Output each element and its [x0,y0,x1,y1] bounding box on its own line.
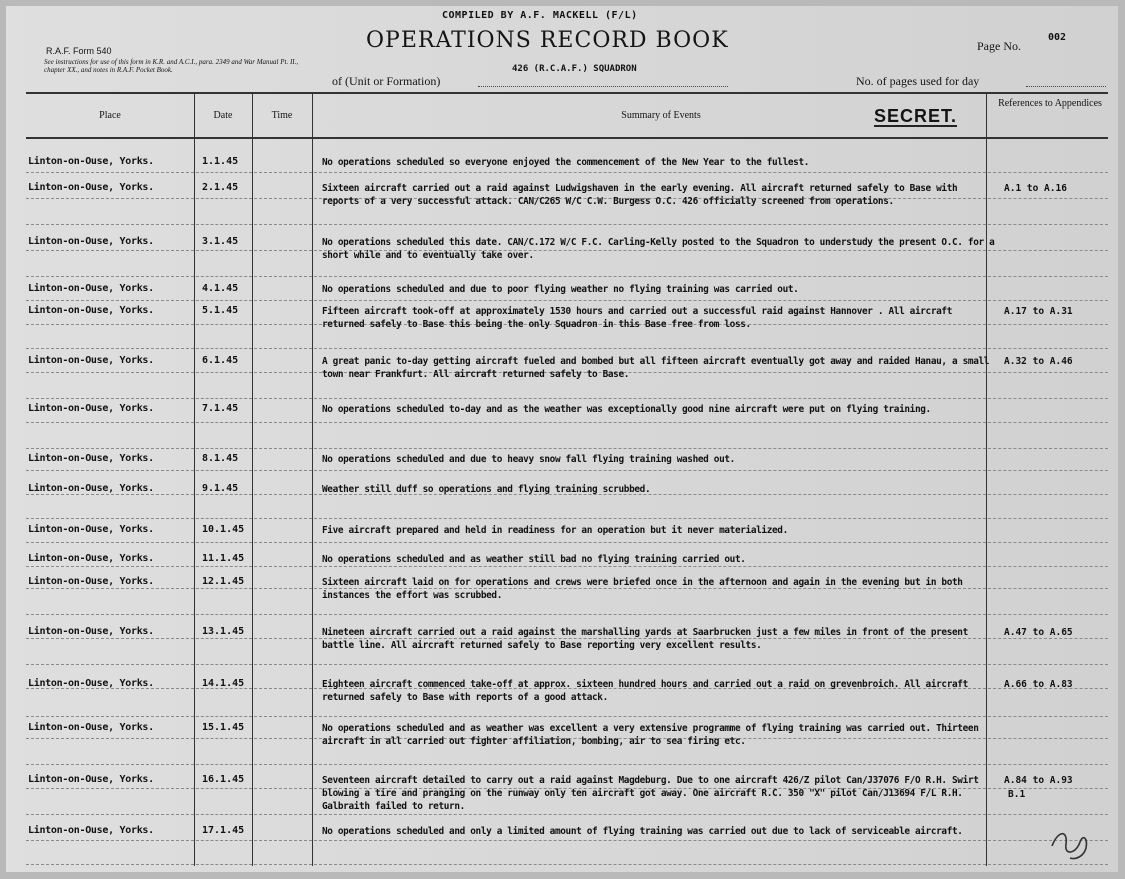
ruled-line [314,448,986,449]
column-divider-date [252,94,253,866]
entry-summary: Fifteen aircraft took-off at approximately 1530 hours and carried out a successful raid against Hannover . All aircraft returned safely to Base this being the only Squadron in this Base free from loss. [322,306,953,330]
entry-summary: No operations scheduled so everyone enjoyed the commencement of the New Year to the fullest. [322,157,810,168]
entry-summary: No operations scheduled to-day and as the weather was exceptionally good nine aircraft were put on flying training. [322,404,931,415]
ruled-line [314,348,986,349]
column-header-date: Date [213,110,233,121]
entry-place: Linton-on-Ouse, Yorks. [28,283,154,294]
entry-place: Linton-on-Ouse, Yorks. [28,576,154,587]
ruled-line [254,638,312,639]
ruled-line [314,614,986,615]
entry-place: Linton-on-Ouse, Yorks. [28,626,154,637]
ruled-line [254,372,312,373]
entry-date: 9.1.45 [202,483,239,494]
ruled-line [254,422,312,423]
entry-summary: No operations scheduled and due to heavy snow fall flying training washed out. [322,454,735,465]
entry-place: Linton-on-Ouse, Yorks. [28,774,154,785]
ruled-line [196,494,252,495]
operations-record-book-page [6,6,1118,872]
ruled-line [196,398,252,399]
ruled-line [254,324,312,325]
entry-date: 7.1.45 [202,403,239,414]
ruled-line [254,664,312,665]
ruled-line [314,518,986,519]
ruled-line [26,250,194,251]
ruled-line [26,494,194,495]
ruled-line [314,300,986,301]
ruled-line [988,250,1108,251]
ruled-line [196,448,252,449]
column-divider-time [312,94,313,866]
ruled-line [196,276,252,277]
entry-place: Linton-on-Ouse, Yorks. [28,182,154,193]
ruled-line [26,198,194,199]
entry-date: 6.1.45 [202,355,239,366]
ruled-line [988,738,1108,739]
entry-reference: A.47 to A.65 [1004,627,1073,638]
ruled-line [314,470,986,471]
ruled-line [26,518,194,519]
ruled-line [988,566,1108,567]
ruled-line [988,276,1108,277]
ruled-line [196,348,252,349]
ruled-line [196,738,252,739]
ruled-line [314,276,986,277]
ruled-line [314,814,986,815]
entry-summary: No operations scheduled and as weather was excellent a very extensive programme of flying training was carried out. Thirteen aircraft in all carried out fighter affiliation, bombing, air to sea firing etc. [322,723,979,747]
ruled-line [196,864,252,865]
ruled-line [988,588,1108,589]
entry-place: Linton-on-Ouse, Yorks. [28,553,154,564]
ruled-line [314,716,986,717]
ruled-line [988,324,1108,325]
ruled-line [26,614,194,615]
ruled-line [196,518,252,519]
ruled-line [26,276,194,277]
ruled-line [254,276,312,277]
ruled-line [26,788,194,789]
ruled-line [254,764,312,765]
ruled-line [254,814,312,815]
ruled-line [196,542,252,543]
ruled-line [26,172,194,173]
ruled-line [196,788,252,789]
ruled-line [26,324,194,325]
entry-summary: Sixteen aircraft laid on for operations and crews were briefed once in the afternoon and again in the evening but in both instances the effort was scrubbed. [322,577,963,601]
unit-label: of (Unit or Formation) [332,74,441,88]
entry-date: 3.1.45 [202,236,239,247]
ruled-line [988,448,1108,449]
entry-date: 1.1.45 [202,156,239,167]
ruled-line [314,864,986,865]
ruled-line [26,588,194,589]
entry-place: Linton-on-Ouse, Yorks. [28,678,154,689]
entry-summary: Sixteen aircraft carried out a raid against Ludwigshaven in the early evening. All aircraft returned safely to Base with reports of a very successful attack. CAN/C265 W/C C.W. Burgess O.C. 426 officially screened from operations. [322,183,958,207]
entry-summary: No operations scheduled and as weather still bad no flying training carried out. [322,554,746,565]
ruled-line [988,224,1108,225]
entry-date: 5.1.45 [202,305,239,316]
ruled-line [26,864,194,865]
ruled-line [988,372,1108,373]
ruled-line [988,398,1108,399]
ruled-line [196,250,252,251]
ruled-line [314,422,986,423]
ruled-line [26,422,194,423]
entry-date: 11.1.45 [202,553,245,564]
ruled-line [196,614,252,615]
entry-reference: A.32 to A.46 [1004,356,1073,367]
ruled-line [26,470,194,471]
ruled-line [254,224,312,225]
entry-date: 8.1.45 [202,453,239,464]
entry-date: 13.1.45 [202,626,245,637]
entry-date: 15.1.45 [202,722,245,733]
ruled-line [988,348,1108,349]
ruled-line [988,788,1108,789]
unit-value: 426 (R.C.A.F.) SQUADRON [512,64,637,74]
ruled-line [26,224,194,225]
ruled-line [988,864,1108,865]
page-number-label: Page No. [977,39,1021,53]
ruled-line [196,588,252,589]
ruled-line [314,172,986,173]
ruled-line [26,738,194,739]
ruled-line [26,398,194,399]
column-header-summary: Summary of Events [621,110,701,121]
ruled-line [314,224,986,225]
ruled-line [254,198,312,199]
ruled-line [26,348,194,349]
ruled-line [314,664,986,665]
entry-place: Linton-on-Ouse, Yorks. [28,722,154,733]
ruled-line [26,840,194,841]
ruled-line [254,840,312,841]
ruled-line [314,840,986,841]
ruled-line [988,198,1108,199]
ruled-line [314,398,986,399]
ruled-line [196,198,252,199]
ruled-line [196,716,252,717]
ruled-line [26,566,194,567]
ruled-line [26,814,194,815]
entry-place: Linton-on-Ouse, Yorks. [28,236,154,247]
ruled-line [988,172,1108,173]
ruled-line [254,250,312,251]
ruled-line [988,716,1108,717]
page-number-value: 002 [1048,32,1067,43]
ruled-line [196,422,252,423]
entry-date: 4.1.45 [202,283,239,294]
entry-date: 12.1.45 [202,576,245,587]
ruled-line [988,300,1108,301]
ruled-line [254,348,312,349]
ruled-line [254,688,312,689]
entry-reference: A.84 to A.93 [1004,775,1073,786]
entry-summary: Five aircraft prepared and held in readiness for an operation but it never materialized. [322,525,788,536]
ruled-line [254,864,312,865]
ruled-line [254,398,312,399]
ruled-line [196,324,252,325]
entry-summary: Nineteen aircraft carried out a raid against the marshalling yards at Saarbrucken just a few miles in front of the present battle line. All aircraft returned safely to Base reporting very excellent results. [322,627,968,651]
ruled-line [26,664,194,665]
ruled-line [196,638,252,639]
initials-signature [1046,824,1094,864]
ruled-line [196,566,252,567]
entry-summary: No operations scheduled and only a limited amount of flying training was carried out due to lack of serviceable aircraft. [322,826,963,837]
entry-summary: Seventeen aircraft detailed to carry out a raid against Magdeburg. Due to one aircraft 426/Z pilot Can/J37076 F/O R.H. Swirt blowing a tire and pranging on the runway only ten aircraft got away. One aircraft R.C. 350 "X" pilot Can/J13694 F/L R.H. Galbraith failed to return. [322,775,979,812]
ruled-line [314,566,986,567]
ruled-line [196,664,252,665]
ruled-line [988,494,1108,495]
entry-date: 17.1.45 [202,825,245,836]
entry-place: Linton-on-Ouse, Yorks. [28,524,154,535]
entry-summary: No operations scheduled and due to poor flying weather no flying training was carried out. [322,284,799,295]
entry-summary: A great panic to-day getting aircraft fueled and bombed but all fifteen aircraft eventually got away and raided Hanau, a small town near Frankfurt. All aircraft returned safely to Base. [322,356,990,380]
ruled-line [988,542,1108,543]
ruled-line [196,840,252,841]
ruled-line [254,738,312,739]
ruled-line [196,814,252,815]
pages-used-label: No. of pages used for day [856,74,980,88]
entry-summary: Eighteen aircraft commenced take-off at approx. sixteen hundred hours and carried out a raid on grevenbroich. All aircraft returned safely to Base with reports of a good attack. [322,679,968,703]
ruled-line [988,664,1108,665]
ruled-line [254,494,312,495]
ruled-line [196,764,252,765]
entry-reference: A.17 to A.31 [1004,306,1073,317]
entry-place: Linton-on-Ouse, Yorks. [28,453,154,464]
ruled-line [196,470,252,471]
form-instructions-note: See instructions for use of this form in K.R. and A.C.I., para. 2349 and War Manual Pt. II., chapter XX., and notes in R.A.F. Pocket Book. [44,58,299,74]
unit-underline [478,86,728,87]
entry-place: Linton-on-Ouse, Yorks. [28,825,154,836]
ruled-line [254,470,312,471]
entry-place: Linton-on-Ouse, Yorks. [28,305,154,316]
ruled-line [988,814,1108,815]
ruled-line [254,588,312,589]
ruled-line [988,764,1108,765]
ruled-line [254,566,312,567]
ruled-line [26,638,194,639]
entry-place: Linton-on-Ouse, Yorks. [28,403,154,414]
ruled-line [26,448,194,449]
entry-reference: A.66 to A.83 [1004,679,1073,690]
ruled-line [988,470,1108,471]
entry-summary: No operations scheduled this date. CAN/C.172 W/C F.C. Carling-Kelly posted to the Squadron to understudy the present O.C. for a short while and to eventually take over. [322,237,995,261]
ruled-line [26,716,194,717]
entry-date: 10.1.45 [202,524,245,535]
ruled-line [26,300,194,301]
ruled-line [254,448,312,449]
page-title: OPERATIONS RECORD BOOK [366,28,729,53]
ruled-line [196,372,252,373]
ruled-line [196,300,252,301]
form-number: R.A.F. Form 540 [46,46,112,56]
secret-marking: SECRET. [874,106,958,126]
ruled-line [254,542,312,543]
entry-date: 16.1.45 [202,774,245,785]
ruled-line [254,172,312,173]
ruled-line [314,764,986,765]
entry-date: 2.1.45 [202,182,239,193]
entry-place: Linton-on-Ouse, Yorks. [28,156,154,167]
column-divider-summary [986,94,987,866]
ruled-line [254,518,312,519]
ruled-line [314,542,986,543]
ruled-line [196,224,252,225]
entry-date: 14.1.45 [202,678,245,689]
ruled-line [26,372,194,373]
entry-summary: Weather still duff so operations and flying training scrubbed. [322,484,651,495]
ruled-line [254,716,312,717]
ruled-line [988,614,1108,615]
entry-reference: A.1 to A.16 [1004,183,1067,194]
table-header-rule [26,137,1108,139]
ruled-line [988,518,1108,519]
pages-used-underline [1026,86,1106,87]
ruled-line [196,172,252,173]
ruled-line [26,542,194,543]
ruled-line [254,788,312,789]
compiled-by-stamp: COMPILED BY A.F. MACKELL (F/L) [442,10,638,21]
entry-place: Linton-on-Ouse, Yorks. [28,355,154,366]
column-header-place: Place [99,110,121,121]
ruled-line [26,764,194,765]
column-header-time: Time [271,110,293,121]
entry-reference-secondary: B.1 [1008,789,1026,800]
ruled-line [254,614,312,615]
entry-place: Linton-on-Ouse, Yorks. [28,483,154,494]
ruled-line [988,422,1108,423]
table-top-rule [26,92,1108,94]
column-header-references: References to Appendices [998,98,1102,109]
column-divider-place [194,94,195,866]
ruled-line [254,300,312,301]
